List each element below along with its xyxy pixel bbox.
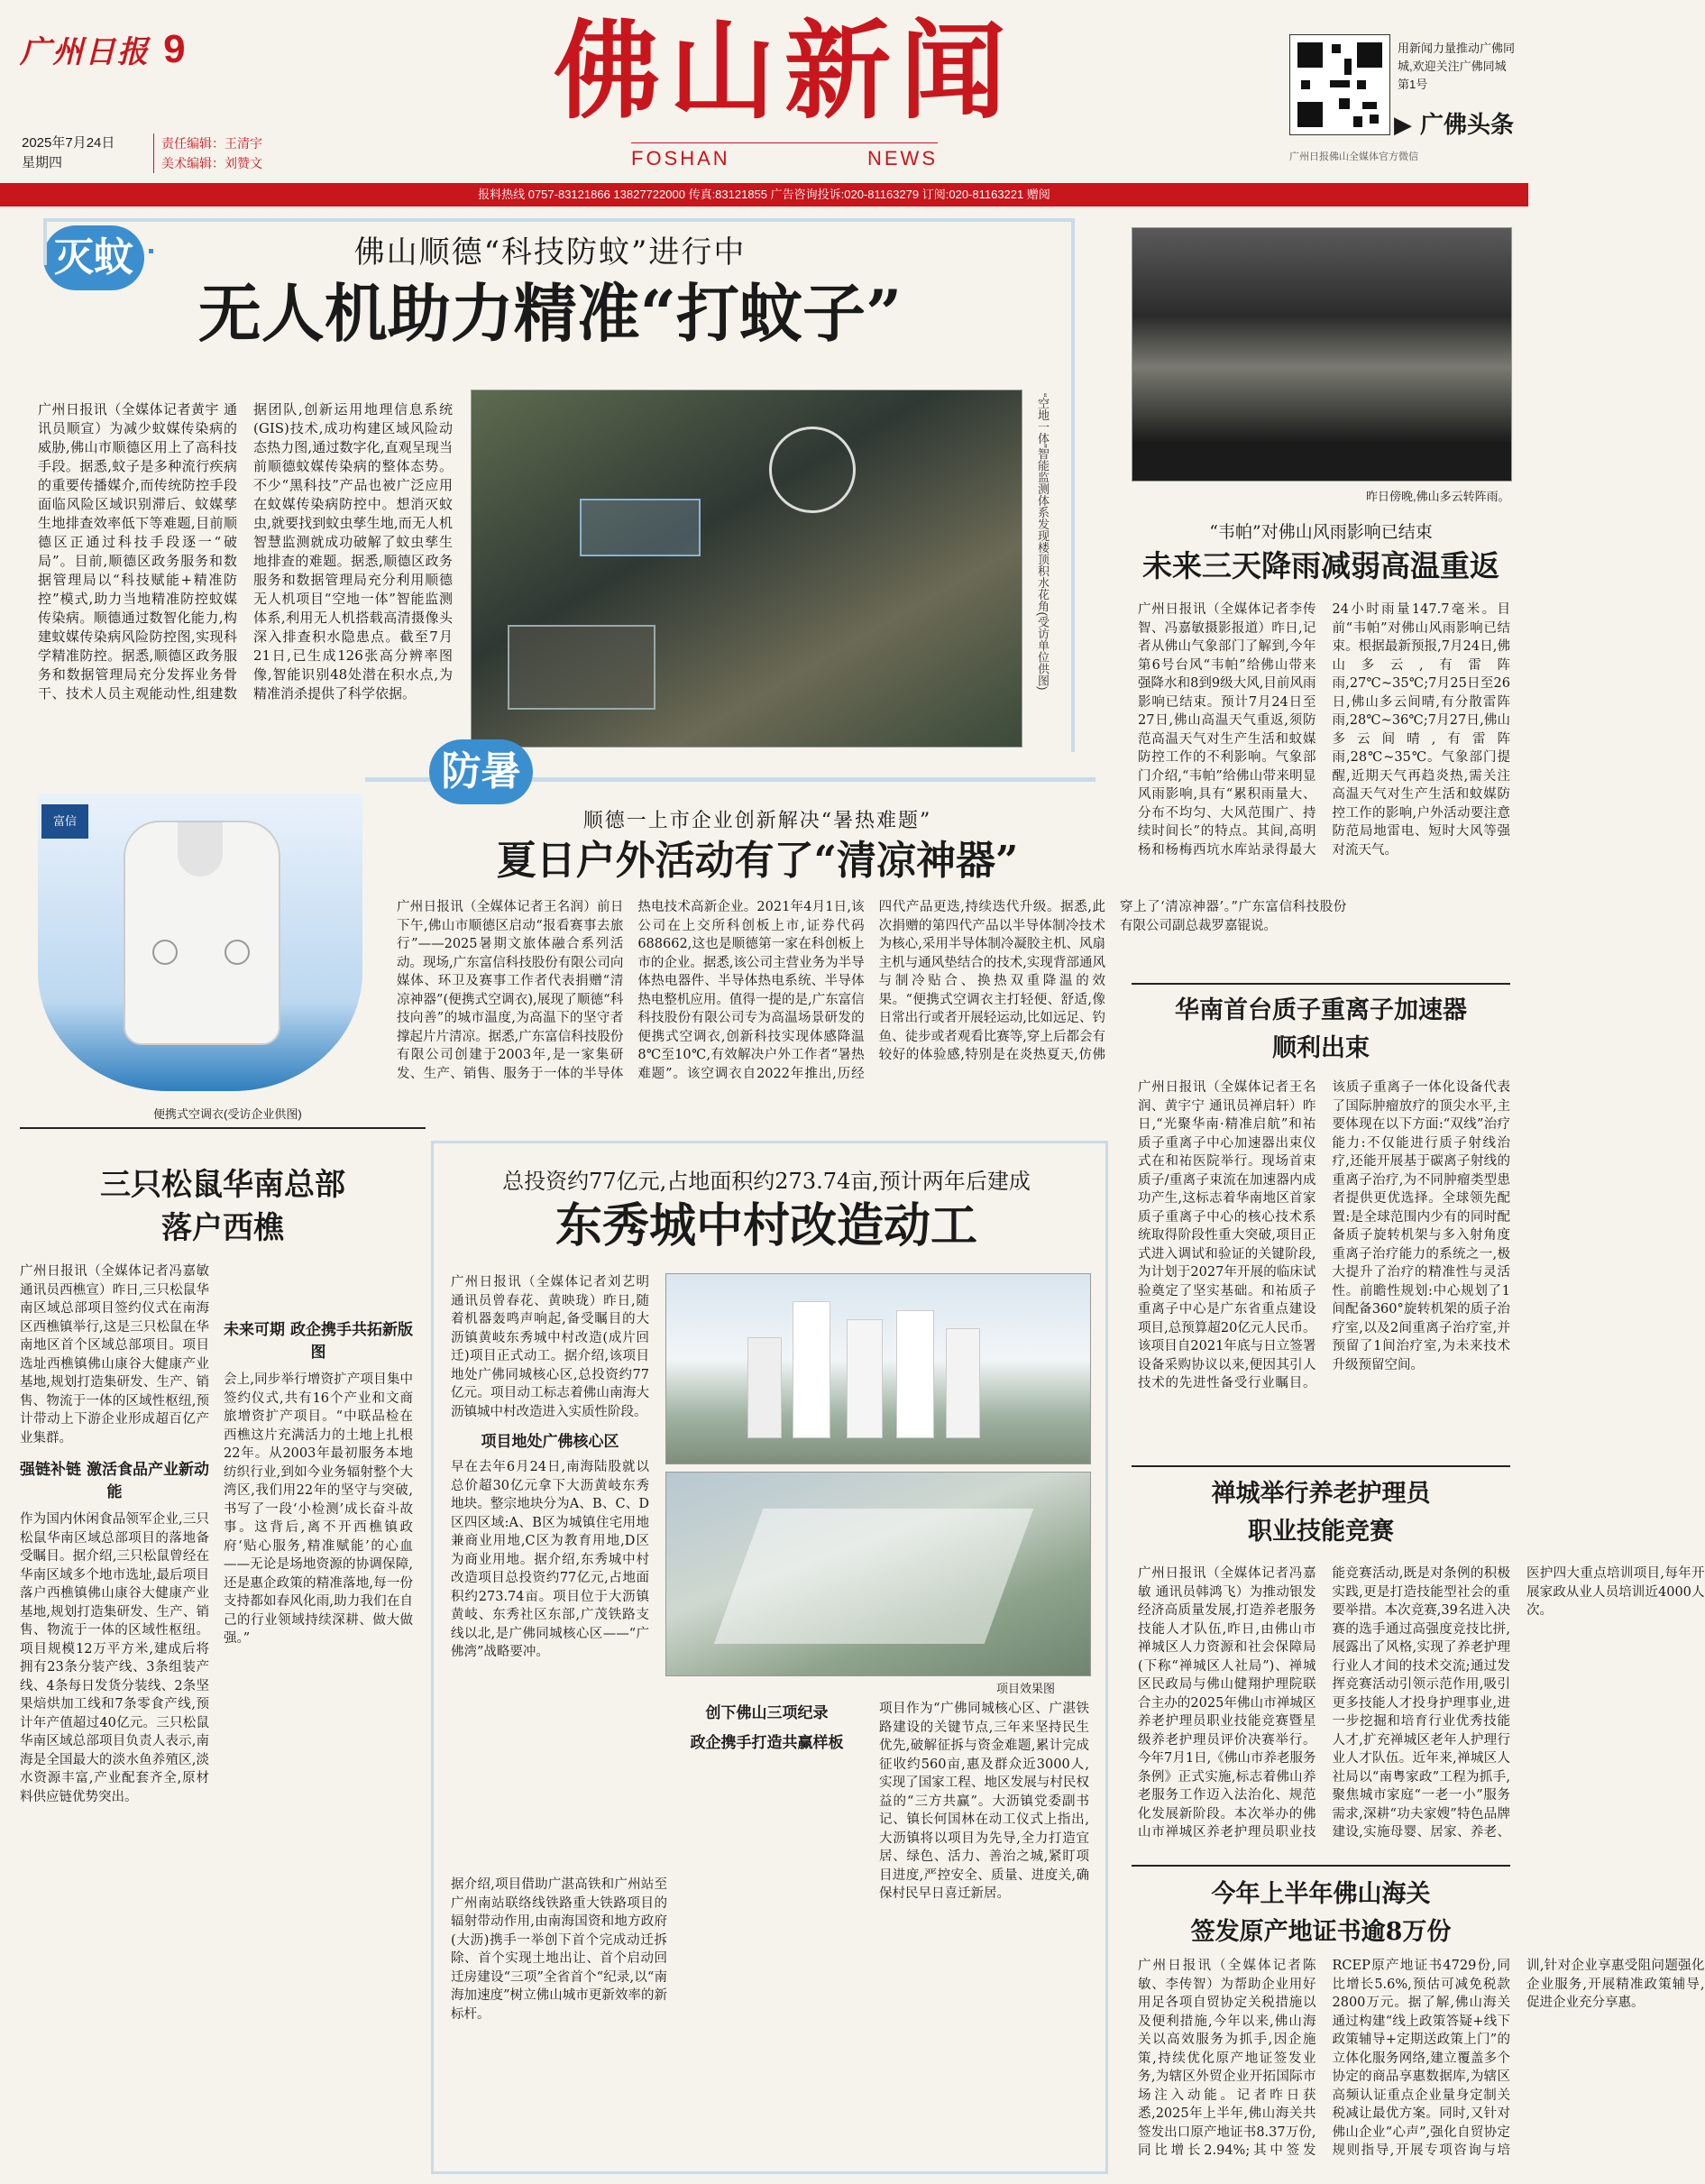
paper-logo-text: 广州日报 bbox=[20, 34, 150, 70]
dongxiu-body-2: 早在去年6月24日,南海陆股就以总价超30亿元拿下大沥黄岐东秀地块。整宗地块分为A、B、C、D区四区域:A、B区为城镇住宅用地兼商业用地,C区为教育用地,D区为商业用地。据介绍,东秀城中村改造项目总投资约77亿元,占地面积约273.74亩。项目位于大沥镇黄岐、东秀社区东部,广茂铁路支线以北,是广佛同城核心区——“广佛湾”战略要冲。 bbox=[451, 1460, 649, 1659]
section-title: 佛山新闻 bbox=[553, 8, 1015, 133]
contact-bar: 报料热线 0757-83121866 13827722000 传真:83121855 广告咨询投诉:020-81163279 订阅:020-81163221 赠阅 bbox=[0, 183, 1528, 206]
dongxiu-kicker: 总投资约77亿元,占地面积约273.74亩,预计两年后建成 bbox=[502, 1169, 1031, 1194]
cooling-body: 广州日报讯（全媒体记者王名润）前日下午,佛山市顺德区启动“报看赛事去旅行”——2025暑期文旅体融合系列活动。现场,广东富信科技股份有限公司向媒体、环卫及赛事工作者代表捐赠“清凉神器”(便携式空调衣),展现了顺德“科技向善”的城市温度,为高温下的坚守者撑起片片清凉。据悉,广东富信科技股份有限公司创建于2003年,是一家集研发、生产、销售、服务于一体的半导体热电技术高新企业。2021年4月1日,该公司在上交所科创板上市,证券代码688662,这也是顺德第一家在科创板上市的企业。据悉,该公司主营业务为半导体热电器件、半导体热电系统、半导体热电整机应用。值得一提的是,广东富信科技股份有限公司专为高温场景研发的便携式空调衣,创新科技实现体感降温8℃至10℃,有效解决户外工作者“暑热难题”。该空调衣自2022年推出,历经四代产品更迭,持续迭代升级。据悉,此次捐赠的第四代产品以半导体制冷技术为核心,采用半导体制冷凝胶主机、风扇主机与通风垫结合的技术,实现背部通风与制冷贴合、换热双重降温的效果。“便携式空调衣主打轻便、舒适,像日常出行或者开展轻运动,比如远足、钓鱼、徒步或者观看比赛等,穿上后都会有较好的体验感,特别是在炎热夏天,仿佛穿上了‘清凉神器’。”广东富信科技股份有限公司副总裁罗嘉锟说。 bbox=[397, 900, 1347, 1081]
dongxiu-sub-2: 创下佛山三项纪录 bbox=[705, 1704, 829, 1722]
dongxiu-photo-caption: 项目效果图 bbox=[996, 1682, 1056, 1695]
dongxiu-sub-1: 项目地处广佛核心区 bbox=[481, 1433, 619, 1451]
duty-editor: 责任编辑：王清宇 bbox=[161, 136, 262, 151]
dongxiu-sub-3: 政企携手打造共赢样板 bbox=[690, 1734, 844, 1752]
customs-headline bbox=[1132, 1876, 1510, 1951]
customs-headline-2: 签发原产地证书逾8万份 bbox=[1190, 1918, 1452, 1946]
cooling-photo-caption: 便携式空调衣(受访企业供图) bbox=[153, 1107, 302, 1121]
dongxiu-body-4: 项目作为“广佛同城核心区、广湛铁路建设的关键节点,三年来坚持民生优先,破解征拆与资金难题,累计完成征收约560亩,惠及群众近3000人,实现了国家工程、地区发展与村民权益的“三方共赢”。大沥镇党委副书记、镇长何国林在动工仪式上指出,大沥镇将以项目为先导,全力打造宜居、绿色、活力、善治之城,紧盯项目进度,严控安全、质量、进度关,确保村民早日喜迁新居。 bbox=[879, 1702, 1089, 1901]
cooling-kicker: 顺德一上市企业创新解决“暑热难题” bbox=[582, 810, 932, 832]
dongxiu-column-1b bbox=[451, 1876, 667, 2164]
crosshair-icon bbox=[769, 427, 856, 513]
vest-shape bbox=[124, 821, 280, 1045]
weather-headline: 未来三天降雨减弱高温重返 bbox=[1142, 548, 1499, 583]
promo-text: 用新闻力量推动广佛同城,欢迎关注广佛同城第1号 bbox=[1398, 41, 1516, 91]
dateline bbox=[22, 133, 115, 173]
squirrel-headline bbox=[20, 1163, 426, 1250]
squirrel-body-2: 作为国内休闲食品领军企业,三只松鼠华南区域总部项目的落地备受瞩目。据介绍,三只松鼠曾经在华南区域多个地市选址,最后项目落户西樵镇佛山康谷大健康产业基地,规划打造集研发、生产、销售、物流于一体的区域性枢纽。项目规模12万平方米,建成后将拥有23条分装产线、3条组装产线、4条每日发货分装线、2条坚果焙烘加工线和7条零食产线,预计年产值超过40亿元。三只松鼠华南区域总部项目负责人表示,南海是全国最大的淡水鱼养殖区,淡水资源丰富,产业配套齐全,原材料供应链优势突出。 bbox=[20, 1512, 209, 1804]
issue-date: 2025年7月24日 bbox=[22, 135, 115, 151]
weather-photo bbox=[1132, 227, 1512, 482]
dongxiu-column-1 bbox=[451, 1273, 649, 1868]
squirrel-body-3: 会上,同步举行增资扩产项目集中签约仪式,共有16个产业和文商旅增资扩产项目。“中联品检在西樵这片充满活力的土地上扎根22年。从2003年最初服务本地纺织行业,到如今业务辐射整个大湾区,我们用22年的坚守与突破,书写了一段‘小检测’成长奋斗故事。这背后,离不开西樵镇政府‘贴心服务,精准赋能’的心血——无论是场地资源的协调保障,还是惠企政策的精准落地,每一份支持都如春风化雨,助力我们在自己的行业领域持续深耕、做大做强。” bbox=[224, 1372, 413, 1646]
proton-headline-2: 顺利出束 bbox=[1272, 1034, 1370, 1062]
eldercare-body: 广州日报讯（全媒体记者冯嘉敏 通讯员韩鸿飞）为推动银发经济高质量发展,打造养老服务技能人才队伍,昨日,由佛山市禅城区人力资源和社会保障局(下称“禅城区人社局”)、禅城区民政局与佛山健翔护理院联合主办的2025年佛山市禅城区养老护理员职业技能竞赛暨星级养老护理员评价决赛举行。今年7月1日,《佛山市养老服务条例》正式实施,标志着佛山养老服务工作迈入法治化、规范化发展新阶段。本次举办的佛山市禅城区养老护理员职业技能竞赛活动,既是对条例的积极实践,更是打造技能型社会的重要举措。本次竞赛,39名进入决赛的选手通过高强度竞技比拼,展露出了风格,实现了养老护理行业人才间的技术交流;通过发挥竞赛活动引领示范作用,吸引更多技能人才投身护理事业,进一步挖掘和培育行业优秀技能人才,扩充禅城区老年人护理行业人才队伍。近年来,禅城区人社局以“南粤家政”工程为抓手,聚焦城市家庭“一老一小”服务需求,深耕“功夫家嫂”特色品牌建设,实施母婴、居家、养老、医护四大重点培训项目,每年开展家政从业人员培训近4000人次。 bbox=[1138, 1566, 1705, 1840]
squirrel-sub-1: 强链补链 激活食品产业新动能 bbox=[20, 1461, 209, 1501]
squirrel-column-1 bbox=[20, 1262, 209, 2173]
eldercare-headline-1: 禅城举行养老护理员 bbox=[1211, 1480, 1431, 1508]
customs-headline-1: 今年上半年佛山海关 bbox=[1211, 1880, 1431, 1908]
dongxiu-headline: 东秀城中村改造动工 bbox=[555, 1198, 977, 1253]
mosquito-kicker: 佛山顺德“科技防蚊”进行中 bbox=[353, 234, 747, 271]
cooling-brand-logo: 富信 bbox=[41, 804, 88, 839]
qr-code-icon[interactable] bbox=[1289, 34, 1390, 135]
squirrel-headline-2: 落户西樵 bbox=[161, 1210, 284, 1246]
tag-cooling: 防暑 bbox=[429, 739, 533, 804]
eldercare-headline bbox=[1132, 1475, 1510, 1551]
promo-brand: ▶ 广佛头条 bbox=[1394, 112, 1515, 139]
dongxiu-photo-1 bbox=[665, 1273, 1091, 1464]
squirrel-headline-1: 三只松鼠华南总部 bbox=[100, 1167, 345, 1203]
section-title-en-1: FOSHAN bbox=[631, 147, 730, 170]
mosquito-drone-photo bbox=[471, 390, 1022, 748]
promo-note: 广州日报佛山全媒体官方微信 bbox=[1289, 151, 1418, 162]
dongxiu-photo-2 bbox=[665, 1472, 1091, 1676]
section-title-en bbox=[631, 142, 938, 170]
dongxiu-body-1: 广州日报讯（全媒体记者刘艺明 通讯员曾春花、黄映珑）昨日,随着机器轰鸣声响起,备受瞩目的大沥镇黄岐东秀城中村改造(成片回迁)项目正式动工。据介绍,该项目地处广佛同城核心区,总投资约77亿元。项目动工标志着佛山南海大沥镇城中村改造进入实质性阶段。 bbox=[451, 1275, 649, 1419]
mosquito-headline: 无人机助力精准“打蚊子” bbox=[197, 276, 903, 351]
weather-kicker: “韦帕”对佛山风雨影响已结束 bbox=[1209, 522, 1433, 542]
art-editor: 美术编辑：刘赞文 bbox=[161, 156, 262, 170]
issue-weekday: 星期四 bbox=[22, 155, 63, 170]
section-title-en-2: NEWS bbox=[867, 147, 938, 170]
dongxiu-column-2 bbox=[665, 1700, 868, 2169]
dongxiu-body-3: 据介绍,项目借助广湛高铁和广州站至广州南站联络线铁路重大铁路项目的辐射带动作用,由南海国资和地方政府(大沥)携手一举创下首个完成动迁拆除、首个实现土地出让、首个启动回迁房建设“三项”全省首个“纪录,以“南海加速度”树立佛山城市更新效率的新标杆。 bbox=[451, 1877, 667, 2022]
editor-credits bbox=[153, 133, 262, 173]
proton-body: 广州日报讯（全媒体记者王名润、黄宇宁 通讯员禅启轩）昨日,“光聚华南·精准启航”和祐质子重离子中心加速器出束仪式在和祐医院举行。现场首束质子/重离子束流在加速器内成功产生,这标志着华南地区首家质子重离子中心的核心技术系统取得阶段性重大突破,项目正式进入调试和验证的关键阶段,为计划于2027年开展的临床试验奠定了坚实基础。和祐质子重离子中心是广东省重点建设项目,总预算超20亿元人民币。该项目自2021年底与日立签署设备采购协议以来,便因其引人技术的先进性备受行业瞩目。该质子重离子一体化设备代表了国际肿瘤放疗的顶尖水平,主要体现在以下方面:“双线”治疗能力:不仅能进行质子射线治疗,还能开展基于碳离子射线的重离子治疗,为不同肿瘤类型患者提供更优选择。全球领先配置:是全球范围内少有的同时配备质子旋转机架与多入射角度重离子治疗能力的系统之一,极大提升了治疗的精准性与灵活性。前瞻性规划:中心规划了1间配备360°旋转机架的质子治疗室,以及2间重离子治疗室,并预留了1间治疗室,为未来技术升级预留空间。 bbox=[1138, 1080, 1510, 1390]
mosquito-body: 广州日报讯（全媒体记者黄宇 通讯员顺宣）为减少蚊媒传染病的威胁,佛山市顺德区用上了高科技手段。据悉,蚊子是多种流行疾病的重要传播媒介,而传统防控手段面临风险区域识别滞后、蚊媒孳生地排查效率低下等难题,目前顺德区正通过科技手段逐一“破局”。目前,顺德区政务服务和数据管理局以“科技赋能+精准防控”模式,助力当地精准防控蚊媒传染病。顺德通过数智化能力,构建蚊媒传染病风险防控图,实现科学精准防控。据悉,顺德区政务服务和数据管理局充分发挥业务骨干、技术人员主观能动性,组建数据团队,创新运用地理信息系统(GIS)技术,成功构建区域风险动态热力图,通过数字化,直观呈现当前顺德蚊媒传染病的整体态势。不少“黑科技”产品也被广泛应用在蚊媒传染病防控中。想消灭蚊虫,就要找到蚊虫孳生地,而无人机智慧监测就成功破解了蚊虫孳生地排查的难题。据悉,顺德区政务服务和数据管理局充分利用顺德无人机项目“空地一体”智能监测体系,利用无人机搭载高清摄像头深入排查积水隐患点。截至7月21日,已生成126张高分辨率图像,智能识别48处潜在积水点,为精准消杀提供了科学依据。 bbox=[38, 401, 453, 702]
weather-photo-caption: 昨日傍晚,佛山多云转阵雨。 bbox=[1366, 490, 1510, 503]
page-number: 9 bbox=[163, 27, 186, 71]
cooling-photo bbox=[38, 794, 362, 1091]
cooling-headline: 夏日户外活动有了“清凉神器” bbox=[496, 838, 1019, 884]
squirrel-body-1: 广州日报讯（全媒体记者冯嘉敏 通讯员西樵宣）昨日,三只松鼠华南区域总部项目签约仪式在南海区西樵镇举行,这是三只松鼠在华南地区首个区域总部项目。项目选址西樵镇佛山康谷大健康产业基地,规划打造集研发、生产、销售、物流于一体的区域性枢纽,预计带动上下游企业形成超百亿产业集群。 bbox=[20, 1264, 209, 1445]
newspaper-logo bbox=[20, 27, 227, 90]
weather-body: 广州日报讯（全媒体记者李传智、冯嘉敏摄影报道）昨日,记者从佛山气象部门了解到,今年第6号台风“韦帕”给佛山带来强降水和8到9级大风,目前风雨影响已结束。预计7月24日至27日,佛山高温天气重返,须防范高温天气对生产生活和蚊媒防控工作的不利影响。气象部门介绍,“韦帕”给佛山带来明显风雨影响,具有“累积雨量大、分布不均匀、大风范围广、持续时间长”的特点。其间,高明杨和杨梅西坑水库站录得最大24小时雨量147.7毫米。目前“韦帕”对佛山风雨影响已结束。根据最新预报,7月24日,佛山多云,有雷阵雨,27℃~35℃;7月25日至26日,佛山多云间晴,有分散雷阵雨,28℃~36℃;7月27日,佛山多云间晴,有雷阵雨,28℃~35℃。气象部门提醒,近期天气再趋炎热,需关注高温天气对生产生活和蚊媒防控工作的影响,户外活动要注意防范局地雷电、短时大风等强对流天气。 bbox=[1138, 602, 1510, 858]
squirrel-sub-2: 未来可期 政企携手共拓新版图 bbox=[224, 1321, 413, 1362]
eldercare-headline-2: 职业技能竞赛 bbox=[1248, 1518, 1394, 1546]
promo-brand-label: 广佛头条 bbox=[1420, 112, 1515, 139]
customs-body: 广州日报讯（全媒体记者陈敏、李传智）为帮助企业用好用足各项自贸协定关税措施以及便利措施,今年以来,佛山海关以高效服务为抓手,因企施策,持续优化原产地证签发业务,为辖区外贸企业开拓国际市场注入动能。记者昨日获悉,2025年上半年,佛山海关共签发出口原产地证书8.37万份,同比增长2.94%;其中签发RCEP原产地证书4729份,同比增长5.6%,预估可减免税款2800万元。据了解,佛山海关通过构建“线上政策答疑+线下政策辅导+定期送政策上门”的立体化服务网络,建立覆盖多个协定的商品享惠数据库,为辖区高频认证重点企业量身定制关税减让最优方案。同时,又针对佛山企业“心声”,强化自贸协定规则指导,开展专项咨询与培训,针对企业享惠受阻问题强化企业服务,开展精准政策辅导,促进企业充分享惠。 bbox=[1138, 1959, 1705, 2158]
dongxiu-column-3 bbox=[879, 1700, 1089, 2169]
squirrel-column-2 bbox=[224, 1262, 413, 2173]
mosquito-photo-caption: “空地一体”智能监测体系发现楼顶积水花角(受访单位供图) bbox=[1036, 393, 1050, 691]
proton-headline bbox=[1132, 992, 1510, 1068]
tag-mosquito: 灭蚊 bbox=[43, 225, 144, 290]
proton-headline-1: 华南首台质子重离子加速器 bbox=[1175, 996, 1467, 1024]
